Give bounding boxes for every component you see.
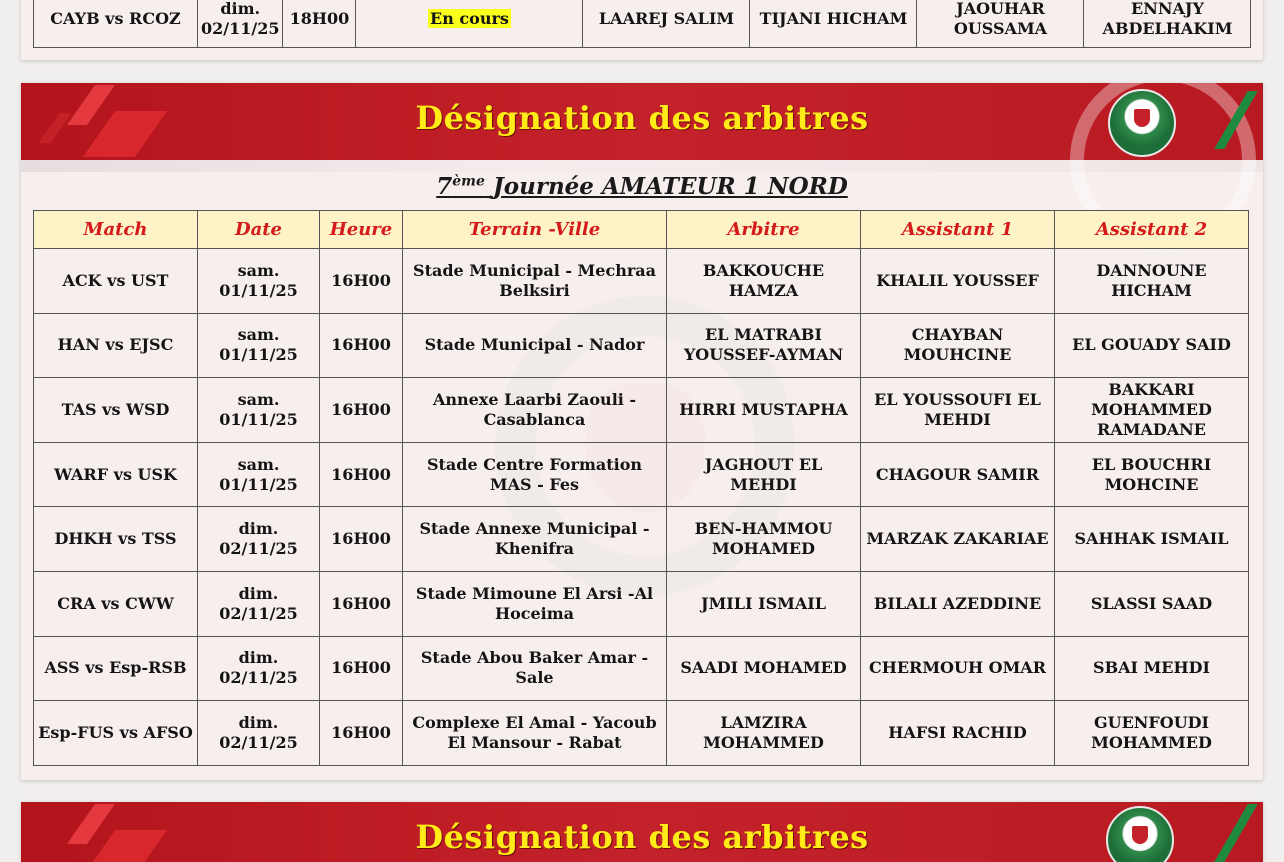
- arbitre-cell: BAKKOUCHE HAMZA: [667, 249, 861, 314]
- arbitre-cell: EL MATRABI YOUSSEF-AYMAN: [667, 313, 861, 378]
- previous-table-card: [21, 0, 1263, 60]
- assistant1-cell: MARZAK ZAKARIAE: [861, 507, 1055, 572]
- heure-cell: 16H00: [320, 249, 403, 314]
- match-cell: ASS vs Esp-RSB: [34, 636, 198, 701]
- header-arbitre: Arbitre: [667, 211, 861, 249]
- assistant2-cell: DANNOUNE HICHAM: [1055, 249, 1249, 314]
- match-cell: TAS vs WSD: [34, 378, 198, 443]
- assistant2-cell: BAKKARI MOHAMMED RAMADANE: [1055, 378, 1249, 443]
- arbitre-cell: JMILI ISMAIL: [667, 571, 861, 636]
- assistant1-cell: TIJANI HICHAM: [750, 0, 917, 48]
- heure-cell: 16H00: [320, 636, 403, 701]
- date-cell: dim. 02/11/25: [198, 507, 320, 572]
- table-row: [34, 442, 1249, 507]
- match-cell: WARF vs USK: [34, 442, 198, 507]
- date-cell: dim. 02/11/25: [198, 701, 320, 766]
- assistant3-cell: ENNAJY ABDELHAKIM: [1084, 0, 1251, 48]
- match-cell: Esp-FUS vs AFSO: [34, 701, 198, 766]
- table-body: [34, 249, 1249, 766]
- banner-title: Désignation des arbitres: [415, 818, 869, 856]
- assistant1-cell: BILALI AZEDDINE: [861, 571, 1055, 636]
- table-row: [34, 249, 1249, 314]
- page-subtitle: [21, 173, 1263, 200]
- terrain-cell: Stade Municipal - Nador: [403, 313, 667, 378]
- table-row: [34, 378, 1249, 443]
- heure-cell: 18H00: [283, 0, 356, 48]
- assistant2-cell: EL GOUADY SAID: [1055, 313, 1249, 378]
- terrain-cell: Annexe Laarbi Zaouli - Casablanca: [403, 378, 667, 443]
- arbitre-cell: SAADI MOHAMED: [667, 636, 861, 701]
- arbitre-cell: BEN-HAMMOU MOHAMED: [667, 507, 861, 572]
- frmf-crest-icon: [1108, 89, 1176, 157]
- header-match: Match: [34, 211, 198, 249]
- date-cell: dim. 02/11/25: [198, 636, 320, 701]
- arbitre-cell: LAMZIRA MOHAMMED: [667, 701, 861, 766]
- assistant2-cell: JAOUHAR OUSSAMA: [917, 0, 1084, 48]
- date-cell: sam. 01/11/25: [198, 313, 320, 378]
- assistant2-cell: SAHHAK ISMAIL: [1055, 507, 1249, 572]
- previous-table: [33, 0, 1251, 48]
- terrain-cell: Complexe El Amal - Yacoub El Mansour - Rabat: [403, 701, 667, 766]
- assistant1-cell: CHAYBAN MOUHCINE: [861, 313, 1055, 378]
- subtitle-rest: Journée AMATEUR 1 NORD: [492, 173, 848, 200]
- date-cell: sam. 01/11/25: [198, 378, 320, 443]
- next-designation-card: [21, 802, 1263, 862]
- assistant2-cell: SBAI MEHDI: [1055, 636, 1249, 701]
- heure-cell: 16H00: [320, 378, 403, 443]
- terrain-cell: Stade Annexe Municipal - Khenifra: [403, 507, 667, 572]
- match-cell: CAYB vs RCOZ: [34, 0, 198, 48]
- assistant2-cell: EL BOUCHRI MOHCINE: [1055, 442, 1249, 507]
- table-header-row: [34, 211, 1249, 249]
- terrain-cell: Stade Abou Baker Amar - Sale: [403, 636, 667, 701]
- assistant1-cell: HAFSI RACHID: [861, 701, 1055, 766]
- heure-cell: 16H00: [320, 571, 403, 636]
- header-date: Date: [198, 211, 320, 249]
- match-cell: DHKH vs TSS: [34, 507, 198, 572]
- header-assistant1: Assistant 1: [861, 211, 1055, 249]
- terrain-cell: Stade Mimoune El Arsi -Al Hoceima: [403, 571, 667, 636]
- match-cell: ACK vs UST: [34, 249, 198, 314]
- date-cell: sam. 01/11/25: [198, 249, 320, 314]
- header-heure: Heure: [320, 211, 403, 249]
- assistant2-cell: GUENFOUDI MOHAMMED: [1055, 701, 1249, 766]
- match-cell: HAN vs EJSC: [34, 313, 198, 378]
- subtitle-ordinal: 7: [436, 173, 453, 200]
- heure-cell: 16H00: [320, 313, 403, 378]
- header-terrain: Terrain -Ville: [403, 211, 667, 249]
- date-cell: dim. 02/11/25: [198, 571, 320, 636]
- heure-cell: 16H00: [320, 507, 403, 572]
- designation-card: [21, 83, 1263, 780]
- assistant1-cell: KHALIL YOUSSEF: [861, 249, 1055, 314]
- header-assistant2: Assistant 2: [1055, 211, 1249, 249]
- terrain-cell: Stade Centre Formation MAS - Fes: [403, 442, 667, 507]
- arbitre-cell: LAAREJ SALIM: [583, 0, 750, 48]
- subtitle-ordinal-sup: ème: [452, 173, 485, 190]
- arbitre-cell: JAGHOUT EL MEHDI: [667, 442, 861, 507]
- arbitre-cell: HIRRI MUSTAPHA: [667, 378, 861, 443]
- terrain-cell: Stade Municipal - Mechraa Belksiri: [403, 249, 667, 314]
- terrain-cell: [356, 0, 583, 48]
- assistant1-cell: EL YOUSSOUFI EL MEHDI: [861, 378, 1055, 443]
- banner: [21, 802, 1263, 862]
- banner-title: Désignation des arbitres: [415, 99, 869, 137]
- table-row: [34, 0, 1251, 48]
- table-row: [34, 507, 1249, 572]
- status-highlight: En cours: [430, 9, 509, 28]
- assistant1-cell: CHAGOUR SAMIR: [861, 442, 1055, 507]
- designation-table: [33, 210, 1249, 766]
- table-row: [34, 701, 1249, 766]
- date-cell: sam. 01/11/25: [198, 442, 320, 507]
- assistant2-cell: SLASSI SAAD: [1055, 571, 1249, 636]
- table-row: [34, 313, 1249, 378]
- heure-cell: 16H00: [320, 442, 403, 507]
- date-cell: dim. 02/11/25: [198, 0, 283, 48]
- table-row: [34, 636, 1249, 701]
- table-row: [34, 571, 1249, 636]
- heure-cell: 16H00: [320, 701, 403, 766]
- assistant1-cell: CHERMOUH OMAR: [861, 636, 1055, 701]
- match-cell: CRA vs CWW: [34, 571, 198, 636]
